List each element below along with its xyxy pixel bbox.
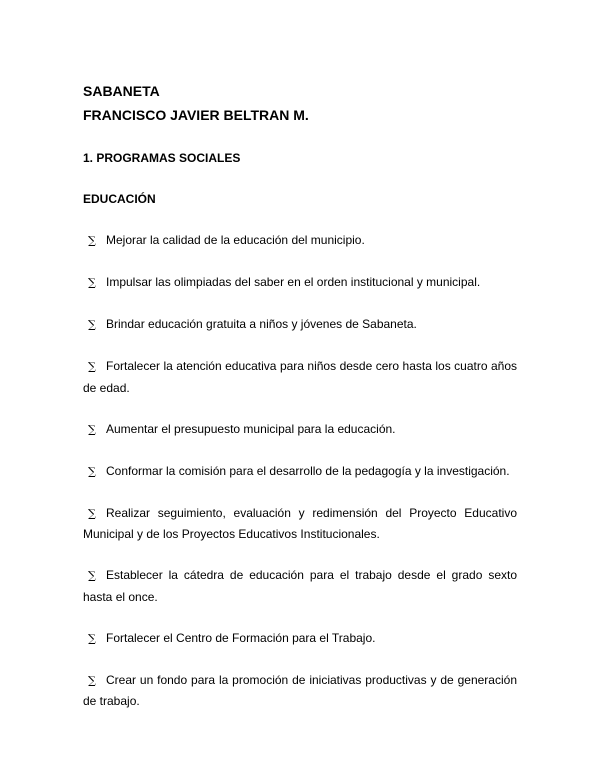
sigma-bullet-icon: ∑ [88, 276, 96, 289]
sigma-bullet-icon: ∑ [88, 464, 96, 478]
list-item-text: Realizar seguimiento, evaluación y redimensión del Proyecto Educativo Municipal y de los Proyectos Educativos Institucionales. [83, 505, 517, 541]
list-item-text: Impulsar las olimpiadas del saber en el orden institucional y municipal. [106, 275, 481, 289]
list-item [83, 565, 517, 607]
sigma-bullet-icon: ∑ [88, 569, 96, 582]
list-item [83, 670, 517, 712]
list-item-text: Mejorar la calidad de la educación del municipio. [106, 233, 365, 247]
list-item-text: Fortalecer el Centro de Formación para el Trabajo. [106, 630, 376, 645]
sigma-bullet-icon: ∑ [88, 360, 96, 373]
list-item-text: Establecer la cátedra de educación para el trabajo desde el grado sexto hasta el once. [83, 568, 517, 604]
list-item [83, 419, 517, 441]
list-item-text: Fortalecer la atención educativa para niños desde cero hasta los cuatro años de edad. [83, 359, 517, 395]
subsection-heading-education: EDUCACIÓN [83, 192, 156, 206]
sigma-bullet-icon: ∑ [88, 234, 96, 247]
list-item [83, 272, 517, 294]
sigma-bullet-icon: ∑ [88, 318, 96, 331]
list-item [83, 356, 517, 398]
section-heading-social-programs: 1. PROGRAMAS SOCIALES [83, 151, 241, 165]
document-title-municipality: SABANETA [83, 83, 160, 99]
list-item-text: Conformar la comisión para el desarrollo de la pedagogía y la investigación. [106, 463, 510, 478]
sigma-bullet-icon: ∑ [88, 673, 96, 687]
document-title-candidate: FRANCISCO JAVIER BELTRAN M. [83, 107, 309, 123]
education-bullet-list [83, 230, 517, 732]
list-item [83, 314, 517, 336]
list-item [83, 461, 517, 483]
sigma-bullet-icon: ∑ [88, 631, 96, 645]
list-item [83, 503, 517, 545]
list-item [83, 628, 517, 650]
list-item [83, 230, 517, 252]
sigma-bullet-icon: ∑ [88, 422, 96, 436]
list-item-text: Brindar educación gratuita a niños y jóvenes de Sabaneta. [106, 317, 417, 331]
sigma-bullet-icon: ∑ [88, 506, 96, 520]
list-item-text: Aumentar el presupuesto municipal para la educación. [106, 421, 396, 436]
list-item-text: Crear un fondo para la promoción de iniciativas productivas y de generación de trabajo. [83, 672, 517, 708]
